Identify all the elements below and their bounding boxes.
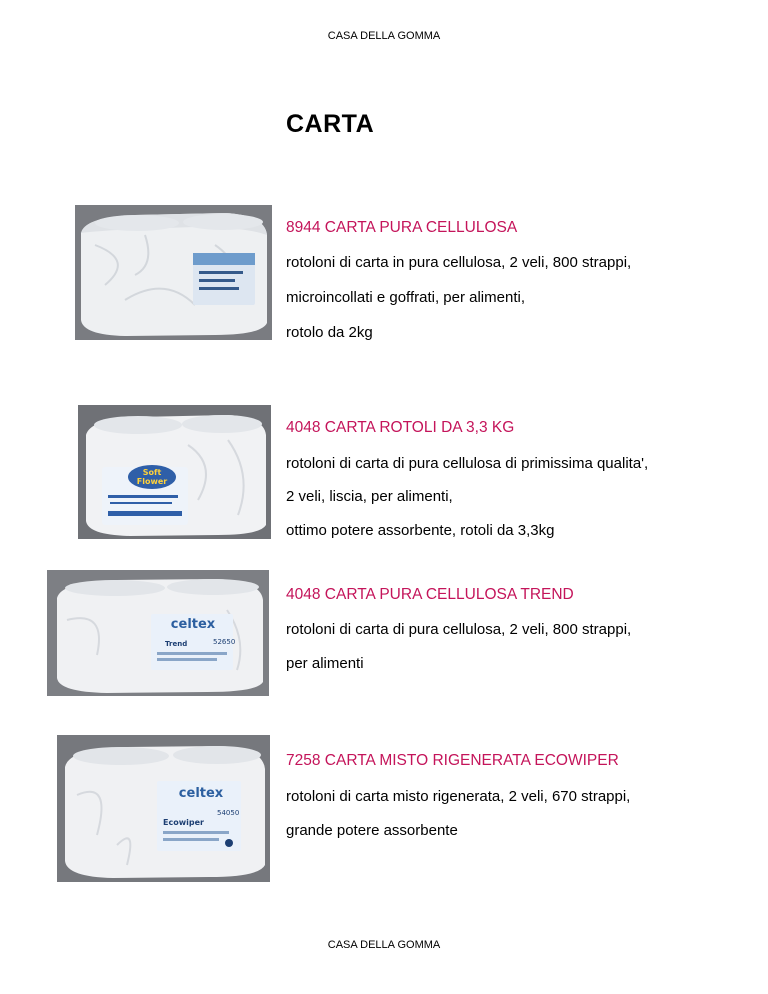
product-label-brand: Flower [136,477,168,486]
product-title: 4048 CARTA PURA CELLULOSA TREND [286,586,574,603]
product-title: 7258 CARTA MISTO RIGENERATA ECOWIPER [286,752,619,769]
product-description-line: grande potere assorbente [286,822,458,839]
product-description-line: rotoloni di carta in pura cellulosa, 2 veli, 800 strappi, [286,254,632,271]
product-description-line: ottimo potere assorbente, rotoli da 3,3kg [286,522,555,539]
product-photo [57,735,270,882]
product-label-code: 54050 [217,809,240,817]
product-label-name: Trend [165,640,188,648]
product-photo [75,205,272,340]
product-description-line: rotoloni di carta di pura cellulosa, 2 veli, 800 strappi, [286,621,632,638]
product-photo [47,570,269,696]
product-label-brand: Soft [142,468,162,477]
page-header: CASA DELLA GOMMA [327,30,441,42]
product-label-brand: celtex [178,786,224,801]
page-title: CARTA [286,110,375,138]
product-label-name: Ecowiper [163,818,204,827]
product-description-line: rotoloni di carta di pura cellulosa di primissima qualita', [286,455,649,472]
product-description-line: rotoloni di carta misto rigenerata, 2 veli, 670 strappi, [286,788,631,805]
product-label-code: 52650 [213,638,236,646]
product-description-line: rotolo da 2kg [286,324,373,341]
product-description-line: microincollati e goffrati, per alimenti, [286,289,525,306]
page-footer: CASA DELLA GOMMA [327,939,441,951]
product-title: 8944 CARTA PURA CELLULOSA [286,219,518,236]
product-description-line: 2 veli, liscia, per alimenti, [286,488,453,505]
product-photo [78,405,271,539]
product-label-brand: celtex [170,617,216,632]
product-description-line: per alimenti [286,655,364,672]
product-title: 4048 CARTA ROTOLI DA 3,3 KG [286,419,515,436]
